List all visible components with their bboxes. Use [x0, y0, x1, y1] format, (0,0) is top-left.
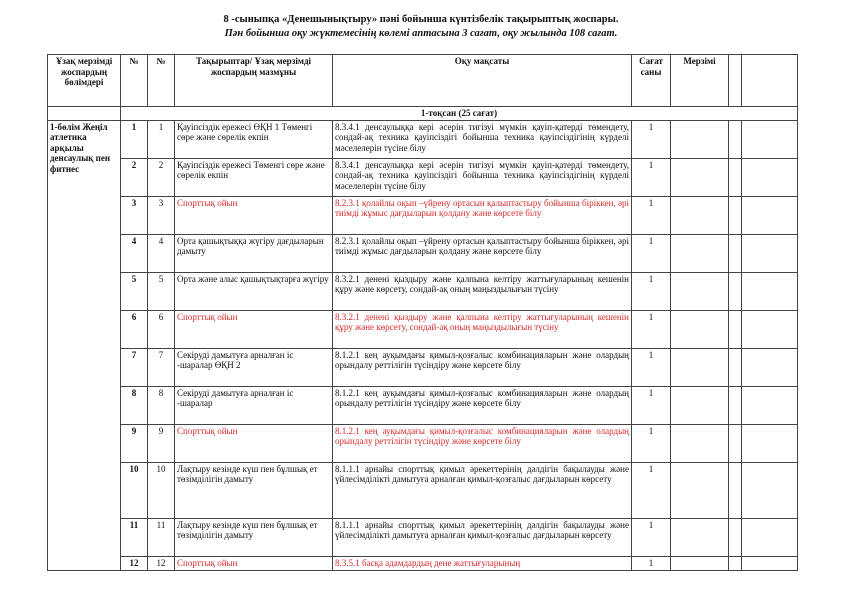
row-goal: 8.1.2.1 кең ауқымдағы қимыл-қозғалыс комбинацияларын және олардың орындалу реттілігін түсіндіру және көрсете білу: [333, 424, 632, 462]
table-row: [48, 310, 798, 348]
row-hours: 1: [632, 120, 671, 158]
document-subtitle: Пән бойынша оқу жүктемесінің көлемі аптасына 3 сағат, оқу жылында 108 сағат.: [224, 28, 618, 39]
table-row: [48, 518, 798, 556]
row-goal: 8.3.2.1 денені қыздыру және қалпына келтіру жаттығуларының кешенін құру және көрсету, сондай-ақ оның маңыздылығын түсіну: [333, 272, 632, 310]
row-date: [671, 556, 729, 570]
row-date: [671, 272, 729, 310]
quarter-header: 1-тоқсан (25 сағат): [121, 107, 798, 121]
header-hours: Сағат саны: [632, 55, 671, 107]
row-date: [671, 158, 729, 196]
header-empty-2: [742, 55, 798, 107]
row-goal: 8.3.4.1 денсаулыққа кері әсерін тигізуі мүмкін қауіп-қатерді төмендету, сондай-ақ техника қауіпсіздігі бойынша техника қауіпсіздігінің күрделі мәселелерін түсіне білу: [333, 158, 632, 196]
header-num2: №: [148, 55, 175, 107]
row-topic: Орта қашықтыққа жүгіру дағдыларын дамыту: [175, 234, 333, 272]
row-number: 9: [121, 424, 148, 462]
row-hours: 1: [632, 158, 671, 196]
row-number: 7: [121, 348, 148, 386]
row-number: 8: [121, 386, 148, 424]
row-lesson-number: 3: [148, 196, 175, 234]
row-hours: 1: [632, 272, 671, 310]
row-number: 10: [121, 462, 148, 518]
row-hours: 1: [632, 518, 671, 556]
row-empty: [742, 518, 798, 556]
row-lesson-number: 11: [148, 518, 175, 556]
row-goal: 8.1.1.1 арнайы спорттық қимыл әрекеттерінің дәлдігін бақылауды және үйлесімділікті дамытуға арналған қимыл-қозғалыс дағдыларын көрсету: [333, 518, 632, 556]
row-topic: Орта және алыс қашықтықтарға жүгіру: [175, 272, 333, 310]
row-hours: 1: [632, 424, 671, 462]
row-empty: [729, 310, 742, 348]
row-lesson-number: 5: [148, 272, 175, 310]
table-row: [48, 234, 798, 272]
row-empty: [742, 348, 798, 386]
row-number: 1: [121, 120, 148, 158]
plan-table: [47, 54, 798, 571]
row-lesson-number: 2: [148, 158, 175, 196]
table-row: [48, 348, 798, 386]
table-row: [48, 120, 798, 158]
row-hours: 1: [632, 348, 671, 386]
row-topic: Қауіпсіздік ережесі ӨҚН 1 Төменгі сөре және сөрелік екпін: [175, 120, 333, 158]
row-date: [671, 310, 729, 348]
row-hours: 1: [632, 556, 671, 570]
table-row: [48, 158, 798, 196]
row-date: [671, 120, 729, 158]
row-lesson-number: 12: [148, 556, 175, 570]
row-number: 11: [121, 518, 148, 556]
row-number: 5: [121, 272, 148, 310]
row-topic: Секіруді дамытуға арналған іс -шаралар ӨҚН 2: [175, 348, 333, 386]
row-empty: [729, 386, 742, 424]
row-goal: 8.3.2.1 денені қыздыру және қалпына келтіру жаттығуларының кешенін құру және көрсету, сондай-ақ оның маңыздылығын түсіну: [333, 310, 632, 348]
row-empty: [742, 310, 798, 348]
row-date: [671, 196, 729, 234]
row-hours: 1: [632, 196, 671, 234]
row-goal: 8.2.3.1 қолайлы оқып –үйрену ортасын қалыптастыру бойынша біріккен, әрі тиімді жұмыс дағдыларын қолдану және көрсете білу: [333, 196, 632, 234]
row-goal: 8.1.2.1 кең ауқымдағы қимыл-қозғалыс комбинацияларын және олардың орындалу реттілігін түсіндіру және көрсете білу: [333, 386, 632, 424]
row-lesson-number: 8: [148, 386, 175, 424]
row-date: [671, 462, 729, 518]
row-topic: Лақтыру кезінде күш пен бұлшық ет төзімділігін дамыту: [175, 518, 333, 556]
row-empty: [742, 272, 798, 310]
table-row: [48, 196, 798, 234]
row-empty: [742, 234, 798, 272]
row-date: [671, 348, 729, 386]
row-lesson-number: 4: [148, 234, 175, 272]
row-lesson-number: 1: [148, 120, 175, 158]
row-empty: [729, 158, 742, 196]
row-number: 4: [121, 234, 148, 272]
row-hours: 1: [632, 234, 671, 272]
document-title: 8 -сыныпқа «Денешынықтыру» пәні бойынша күнтізбелік тақырыптық жоспары.: [223, 14, 619, 25]
row-empty: [742, 386, 798, 424]
row-empty: [729, 348, 742, 386]
row-topic: Секіруді дамытуға арналған іс -шаралар: [175, 386, 333, 424]
row-number: 3: [121, 196, 148, 234]
header-empty-1: [729, 55, 742, 107]
row-empty: [729, 518, 742, 556]
table-row: [48, 462, 798, 518]
row-date: [671, 386, 729, 424]
header-topic: Тақырыптар/ Ұзақ мерзімді жоспардың мазмұны: [175, 55, 333, 107]
row-goal: 8.3.5.1 басқа адамдардың дене жаттығуларының: [333, 556, 632, 570]
table-row: [48, 272, 798, 310]
quarter-spacer: [48, 107, 121, 121]
row-number: 12: [121, 556, 148, 570]
row-empty: [729, 272, 742, 310]
row-empty: [729, 196, 742, 234]
row-goal: 8.1.1.1 арнайы спорттық қимыл әрекеттерінің дәлдігін бақылауды және үйлесімділікті дамытуға арналған қимыл-қозғалыс дағдыларын көрсету: [333, 462, 632, 518]
row-empty: [729, 424, 742, 462]
section-name: 1-бөлім Жеңіл атлетика арқылы денсаулық пен фитнес: [48, 120, 121, 570]
row-empty: [742, 196, 798, 234]
row-date: [671, 518, 729, 556]
header-goal: Оқу мақсаты: [333, 55, 632, 107]
row-topic: Қауіпсіздік ережесі Төменгі сөре және сөрелік екпін: [175, 158, 333, 196]
table-row: [48, 424, 798, 462]
header-section: Ұзақ мерзімді жоспардың бөлімдері: [48, 55, 121, 107]
row-empty: [729, 462, 742, 518]
header-num1: №: [121, 55, 148, 107]
row-lesson-number: 9: [148, 424, 175, 462]
row-hours: 1: [632, 462, 671, 518]
row-empty: [742, 158, 798, 196]
row-topic: Спорттық ойын: [175, 424, 333, 462]
row-lesson-number: 7: [148, 348, 175, 386]
row-goal: 8.1.2.1 кең ауқымдағы қимыл-қозғалыс комбинацияларын және олардың орындалу реттілігін түсіндіру және көрсете білу: [333, 348, 632, 386]
row-empty: [729, 556, 742, 570]
row-topic: Спорттық ойын: [175, 196, 333, 234]
header-date: Мерзімі: [671, 55, 729, 107]
row-empty: [742, 556, 798, 570]
row-goal: 8.3.4.1 денсаулыққа кері әсерін тигізуі мүмкін қауіп-қатерді төмендету, сондай-ақ техника қауіпсіздігі бойынша техника қауіпсіздігінің күрделі мәселелерін түсіне білу: [333, 120, 632, 158]
row-empty: [742, 120, 798, 158]
row-number: 2: [121, 158, 148, 196]
row-number: 6: [121, 310, 148, 348]
table-row: [48, 386, 798, 424]
row-date: [671, 424, 729, 462]
row-hours: 1: [632, 310, 671, 348]
row-topic: Лақтыру кезінде күш пен бұлшық ет төзімділігін дамыту: [175, 462, 333, 518]
row-empty: [729, 234, 742, 272]
row-lesson-number: 10: [148, 462, 175, 518]
row-goal: 8.2.3.1 қолайлы оқып –үйрену ортасын қалыптастыру бойынша біріккен, әрі тиімді жұмыс дағдыларын қолдану және көрсете білу: [333, 234, 632, 272]
row-hours: 1: [632, 386, 671, 424]
row-topic: Спорттық ойын: [175, 310, 333, 348]
row-topic: Спорттық ойын: [175, 556, 333, 570]
row-lesson-number: 6: [148, 310, 175, 348]
row-empty: [742, 424, 798, 462]
row-empty: [729, 120, 742, 158]
row-date: [671, 234, 729, 272]
table-row: [48, 556, 798, 570]
row-empty: [742, 462, 798, 518]
